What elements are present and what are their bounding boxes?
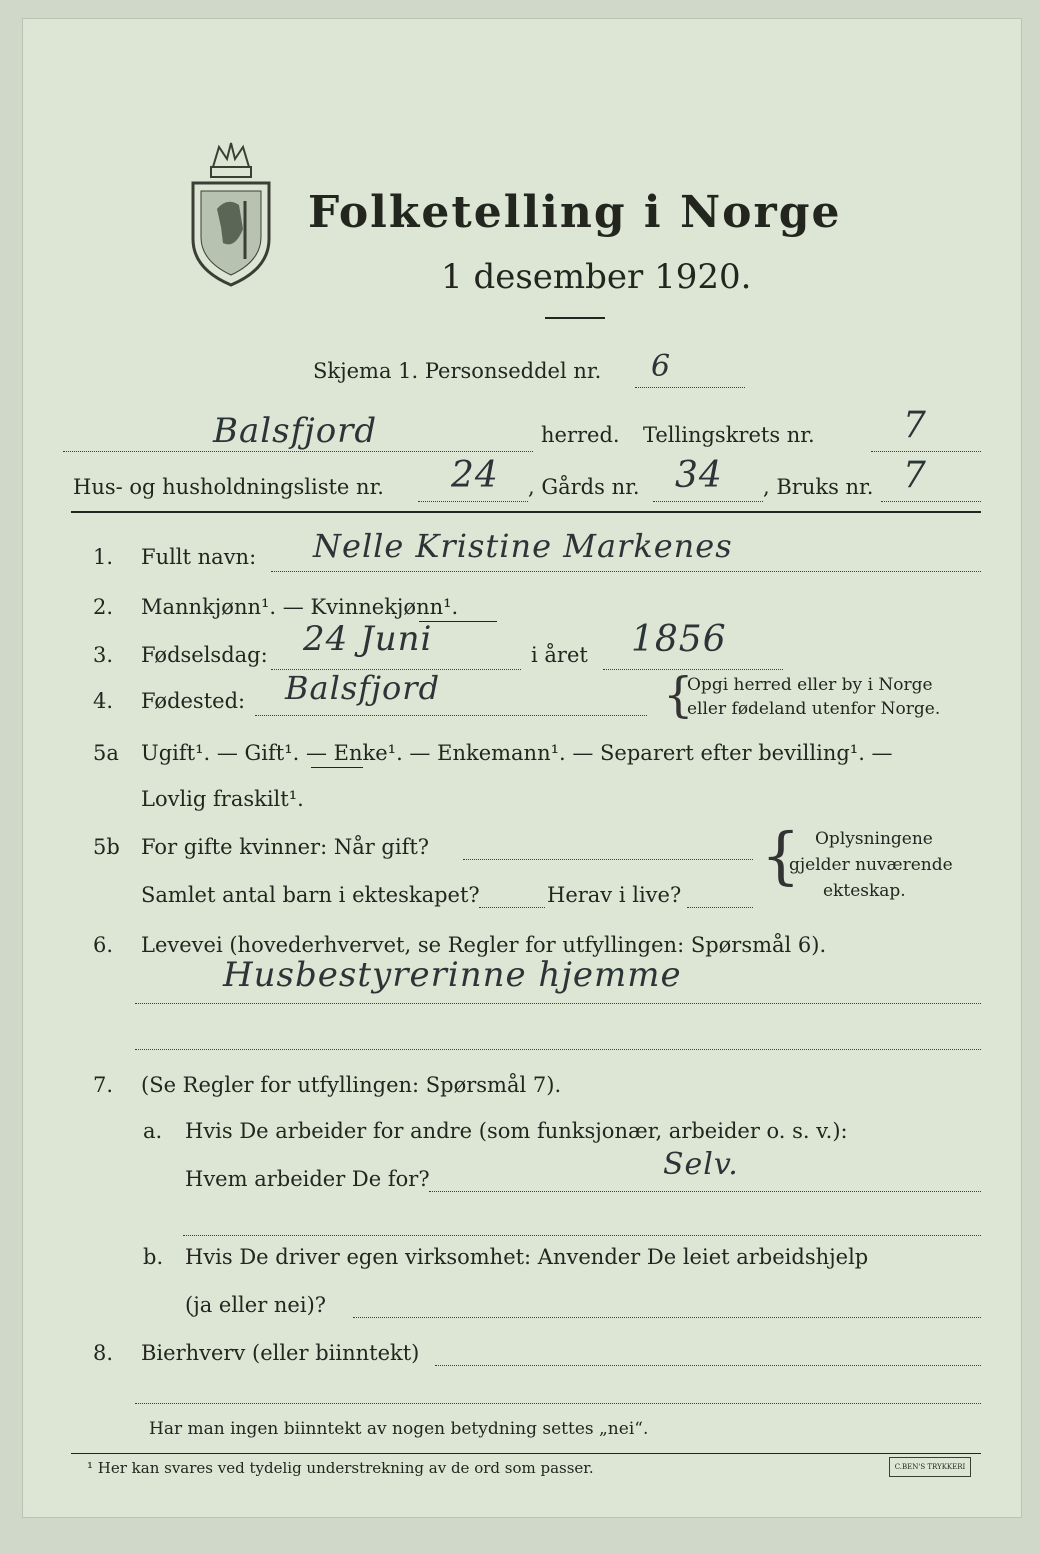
q7b-text: Hvis De driver egen virksomhet: Anvender De leiet arbeidshjelp [185, 1245, 869, 1269]
marital-status-options: Ugift¹. — Gift¹. — Enke¹. — Enkemann¹. — Separert efter bevilling¹. — [141, 741, 893, 765]
footnote: ¹ Her kan svares ved tydelig understrekning av de ord som passer. [87, 1459, 594, 1477]
q5b-number: 5b [93, 835, 120, 859]
q7a-letter: a. [143, 1119, 163, 1143]
printer-mark: C.BEN'S TRYKKERI [889, 1457, 971, 1477]
employer-label: Hvem arbeider De for? [185, 1167, 430, 1191]
marriage-brace: { [761, 819, 801, 892]
hired-help-label: (ja eller nei)? [185, 1293, 327, 1317]
header-rule [71, 511, 981, 513]
marriage-note-2: gjelder nuværende [789, 855, 953, 875]
q2-number: 2. [93, 595, 114, 619]
coat-of-arms-icon [183, 139, 279, 289]
livelihood-value: Husbestyrerinne hjemme [223, 955, 682, 995]
no-income-note: Har man ingen biinntekt av nogen betydning settes „nei“. [149, 1419, 649, 1439]
gards-nr: 34 [675, 455, 723, 496]
birth-year-value: 1856 [631, 619, 727, 660]
census-date: 1 desember 1920. [441, 257, 752, 297]
q4-label: Fødested: [141, 689, 246, 713]
gards-line [653, 501, 763, 502]
birthplace-line [255, 715, 647, 716]
birthplace-note-1: Opgi herred eller by i Norge [687, 675, 933, 695]
skjema-label: Skjema 1. Personseddel nr. [313, 359, 602, 383]
hus-label: Hus- og husholdningsliste nr. [73, 475, 384, 499]
q7-number: 7. [93, 1073, 114, 1097]
livelihood-line-1 [135, 1003, 981, 1004]
gender-options: Mannkjønn¹. — Kvinnekjønn¹. [141, 595, 459, 619]
census-form [22, 18, 1022, 1518]
marriage-note-3: ekteskap. [823, 881, 906, 901]
q4-number: 4. [93, 689, 114, 713]
marriage-note-1: Oplysningene [815, 829, 933, 849]
married-when-label: For gifte kvinner: Når gift? [141, 835, 430, 859]
title-divider [545, 317, 605, 319]
q7a-text: Hvis De arbeider for andre (som funksjonær, arbeider o. s. v.): [185, 1119, 848, 1143]
birthplace-brace: { [663, 667, 694, 723]
hus-nr: 24 [451, 455, 499, 496]
birthday-value: 24 Juni [303, 619, 433, 659]
q7-label: (Se Regler for utfyllingen: Spørsmål 7). [141, 1073, 562, 1097]
q1-number: 1. [93, 545, 114, 569]
hus-line [418, 501, 528, 502]
tellingskrets-label: Tellingskrets nr. [643, 423, 815, 447]
employer-line [429, 1191, 981, 1192]
children-total-label: Samlet antal barn i ekteskapet? [141, 883, 480, 907]
bruks-line [881, 501, 981, 502]
tellingskrets-nr: 7 [903, 405, 927, 446]
herred-line [63, 451, 533, 452]
marital-status-options-2: Lovlig fraskilt¹. [141, 787, 304, 811]
children-total-line [479, 907, 545, 908]
birthplace-value: Balsfjord [285, 669, 441, 707]
side-income-line [435, 1365, 981, 1366]
livelihood-label: Levevei (hovederhvervet, se Regler for utfyllingen: Spørsmål 6). [141, 933, 827, 957]
footer-rule [71, 1453, 981, 1454]
bruks-nr: 7 [903, 455, 927, 496]
side-income-label: Bierhverv (eller biinntekt) [141, 1341, 420, 1365]
q6-number: 6. [93, 933, 114, 957]
form-title: Folketelling i Norge [308, 187, 842, 238]
q3-number: 3. [93, 643, 114, 667]
personseddel-line [635, 387, 745, 388]
q5a-number: 5a [93, 741, 119, 765]
full-name-value: Nelle Kristine Markenes [313, 527, 733, 565]
q7b-letter: b. [143, 1245, 164, 1269]
hired-help-line [353, 1317, 981, 1318]
full-name-line [271, 571, 981, 572]
bruks-label: , Bruks nr. [763, 475, 874, 499]
herred-value: Balsfjord [213, 411, 378, 451]
livelihood-line-2 [135, 1049, 981, 1050]
children-alive-line [687, 907, 753, 908]
employer-line-2 [183, 1235, 981, 1236]
q3-label: Fødselsdag: [141, 643, 268, 667]
children-alive-label: Herav i live? [547, 883, 682, 907]
employer-value: Selv. [663, 1147, 739, 1182]
side-income-line-2 [135, 1403, 981, 1404]
tellingskrets-line [871, 451, 981, 452]
gards-label: , Gårds nr. [528, 475, 640, 499]
q8-number: 8. [93, 1341, 114, 1365]
year-label: i året [531, 643, 588, 667]
birthplace-note-2: eller fødeland utenfor Norge. [687, 699, 941, 719]
q1-label: Fullt navn: [141, 545, 257, 569]
herred-label: herred. [541, 423, 620, 447]
married-when-line [463, 859, 753, 860]
marital-underline [311, 767, 363, 768]
personseddel-nr: 6 [651, 349, 672, 384]
